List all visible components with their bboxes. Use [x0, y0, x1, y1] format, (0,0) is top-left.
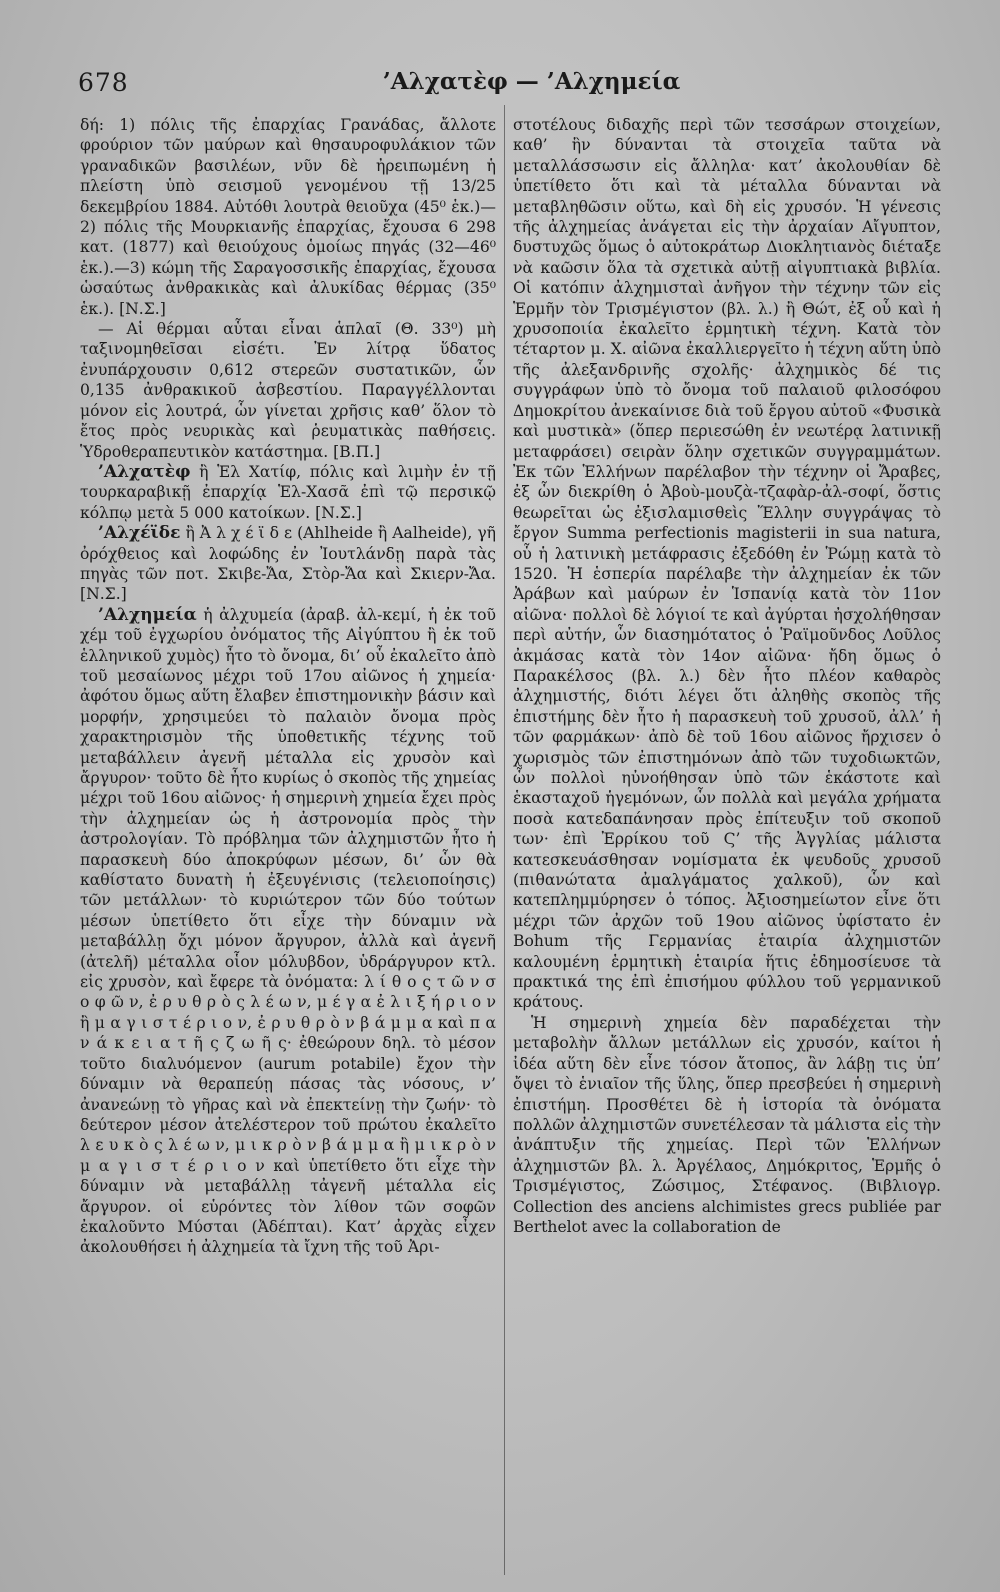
right-column — [513, 115, 941, 1580]
column-divider — [504, 105, 505, 1575]
entry-note: — Αἱ θέρμαι αὗται εἶναι ἁπλαῖ (Θ. 33⁰) μὴ ταξινομηθεῖσαι εἰσέτι. Ἐν λίτρᾳ ὕδατος ἐνυπάρχουσιν 0,612 στερεῶν συστατικῶν, ὧν 0,135 ἀνθρακικοῦ ἀσβεστίου. Παραγγέλλονται μόνον εἰς λουτρά, ὧν γίνεται χρῆσις καθ’ ὅλον τὸ ἔτος πρὸς νευρικὰς καὶ ῥευματικὰς παθήσεις. Ὑδροθεραπευτικὸν κατάστημα. [Β.Π.] — [80, 320, 496, 461]
entry-alchemeia — [80, 605, 496, 1258]
entry-alcheide — [80, 523, 496, 605]
entry-body: ἡ ἀλχυμεία (ἀραβ. ἀλ-κεμί, ἡ ἐκ τοῦ χέμ τοῦ ἐγχωρίου ὀνόματος τῆς Αἰγύπτου ἢ ἐκ τοῦ ἑλληνικοῦ χυμὸς) ἦτο τὸ ὄνομα, δι’ οὗ ἐκαλεῖτο ἀπὸ τοῦ μεσαίωνος μέχρι τοῦ 17ου αἰῶνος ἡ χημεία· ἀφότου ὅμως αὕτη ἔλαβεν ἐπιστημονικὴν βάσιν καὶ μορφήν, χρησιμεύει τὸ παλαιὸν ὄνομα πρὸς χαρακτηρισμὸν τῆς ὑποθετικῆς τέχνης τοῦ μεταβάλλειν ἀγενῆ μέταλλα εἰς χρυσὸν καὶ ἄργυρον· τοῦτο δὲ ἦτο κυρίως ὁ σκοπὸς τῆς χημείας μέχρι τοῦ 16ου αἰῶνος· ἡ σημερινὴ χημεία ἔχει πρὸς τὴν ἀλχημείαν ὡς ἡ ἀστρονομία πρὸς τὴν ἀστρολογίαν. Τὸ πρόβλημα τῶν ἀλχημιστῶν ἦτο ἡ παρασκευὴ δύο ἀποκρύφων μέσων, δι’ ὧν θὰ καθίστατο δυνατὴ ἡ ἐξευγένισις (τελειοποίησις) τῶν μετάλλων· τὸ κυριώτερον τῶν δύο τούτων μέσων ὑπετίθετο ὅτι εἶχε τὴν δύναμιν νὰ μεταβάλλῃ ὄχι μόνον ἄργυρον, ἀλλὰ καὶ ἀγενῆ (ἀτελῆ) μέταλλα οἷον μόλυβδον, ὑδράργυρον κτλ. εἰς χρυσὸν, καὶ ἔφερε τὰ ὀνόματα: λ ί θ ο ς τ ῶ ν σ ο φ ῶ ν, ἐ ρ υ θ ρ ὸ ς λ έ ω ν, μ έ γ α ἐ λ ι ξ ή ρ ι ο ν ἢ μ α γ ι σ τ έ ρ ι ο ν, ἐ ρ υ θ ρ ὸ ν β ά μ μ α καὶ π α ν ά κ ε ι α τ ῆ ς ζ ω ῆ ς· ἐθεώρουν δηλ. τὸ μέσον τοῦτο διαλυόμενον (aurum potabile) ἔχον τὴν δύναμιν νὰ θεραπεύῃ πάσας τὰς νόσους, ν’ ἀνανεώνῃ τὸ γῆρας καὶ νὰ ἐπεκτείνῃ τὴν ζωήν· τὸ δεύτερον μέσον ἀτελέστερον τοῦ πρώτου ἐκαλεῖτο λ ε υ κ ὸ ς λ έ ω ν, μ ι κ ρ ὸ ν β ά μ μ α ἢ μ ι κ ρ ὸ ν μ α γ ι σ τ έ ρ ι ο ν καὶ ὑπετίθετο ὅτι εἶχε τὴν δύναμιν νὰ μεταβάλλῃ τἀγενῆ μέταλλα εἰς ἄργυρον. οἱ εὑρόντες τὸν λίθον τῶν σοφῶν ἐκαλοῦντο Μύσται (Ἀδέπται). Κατ’ ἀρχὰς εἶχεν ἀκολουθήσει ἡ ἀλχημεία τὰ ἴχνη τῆς τοῦ Ἀρι- — [80, 605, 496, 1257]
left-column — [80, 115, 496, 1580]
entry-continuation: δή: 1) πόλις τῆς ἐπαρχίας Γρανάδας, ἄλλοτε φρούριον τῶν μαύρων καὶ θησαυροφυλάκιον τῶν γραναδικῶν βασιλέων, νῦν δὲ ἠρειπωμένη ἡ πλείστη ὑπὸ σεισμοῦ γενομένου τῇ 13/25 δεκεμβρίου 1884. Αὐτόθι λουτρὰ θειοῦχα (45⁰ ἑκ.)—2) πόλις τῆς Μουρκιανῆς ἐπαρχίας, ἔχουσα 6 298 κατ. (1877) καὶ θειούχους ὁμοίως πηγάς (32—46⁰ ἑκ.).—3) κώμη τῆς Σαραγοσσικῆς ἐπαρχίας, ἔχουσα ὡσαύτως ἀνθρακικὰς καὶ ἀλυκίδας θέρμας (35⁰ ἑκ.). [Ν.Σ.] — [80, 116, 496, 318]
running-title: ’Αλχατὲφ — ’Αλχημεία — [382, 68, 681, 95]
entry-body: ἢ Ἑλ Χατίφ, πόλις καὶ λιμὴν ἐν τῇ τουρκαραβικῇ ἐπαρχίᾳ Ἑλ-Χασᾶ ἐπὶ τῷ περσικῷ κόλπῳ μετὰ 5 000 κατοίκων. [Ν.Σ.] — [80, 462, 496, 522]
page-header — [78, 60, 945, 100]
entry-alchatef — [80, 462, 496, 523]
page-number: 678 — [78, 68, 129, 97]
headword: ’Αλχημεία — [98, 604, 197, 625]
headword: ’Αλχατὲφ — [98, 461, 191, 482]
headword: ’Αλχέϊδε — [98, 523, 181, 544]
entry-continuation: στοτέλους διδαχῆς περὶ τῶν τεσσάρων στοιχείων, καθ’ ἣν δύνανται τὰ στοιχεῖα ταῦτα νὰ μεταλλάσσωσιν εἰς ἄλληλα· κατ’ ἀκολουθίαν δὲ ὑπετίθετο ὅτι καὶ τὰ μέταλλα δύνανται νὰ μεταβληθῶσιν οὕτω, καὶ δὴ εἰς χρυσόν. Ἡ γένεσις τῆς ἀλχημείας ἀνάγεται εἰς τὴν ἀρχαίαν Αἴγυπτον, δυστυχῶς ὅμως ὁ αὐτοκράτωρ Διοκλητιανὸς διέταξε νὰ καῶσιν ὅλα τὰ σχετικὰ αὐτῇ αἰγυπτιακὰ βιβλία. Οἱ κατόπιν ἀλχημισταὶ ἀνῆγον τὴν τέχνην τῶν εἰς Ἑρμῆν τὸν Τρισμέγιστον (βλ. λ.) ἢ Θώτ, ἐξ οὗ καὶ ἡ χρυσοποιία ἐκαλεῖτο ἑρμητικὴ τέχνη. Κατὰ τὸν τέταρτον μ. Χ. αἰῶνα ἐκαλλιεργεῖτο ἡ τέχνη αὕτη ὑπὸ τῆς ἀλεξανδρινῆς σχολῆς· ἀλχημικὸς δέ τις συγγράφων ὑπὸ τὸ ὄνομα τοῦ παλαιοῦ φιλοσόφου Δημοκρίτου ἀνεκαίνισε διὰ τοῦ ἔργου αὐτοῦ «Φυσικὰ καὶ μυστικὰ» (ὅπερ περιεσώθη ἐν νεωτέρᾳ λατινικῇ μεταφράσει) σειρὰν ὅλην σχετικῶν συγγραμμάτων. Ἐκ τῶν Ἑλλήνων παρέλαβον τὴν τέχνην οἱ Ἄραβες, ἐξ ὧν διεκρίθη ὁ Ἀβοὺ-μουζὰ-τζαφὰρ-ἀλ-σοφί, ὅστις θεωρεῖται ὡς ἐξισλαμισθεὶς Ἕλλην συγγράψας τὸ ἔργον Summa perfectionis magisterii in sua natura, οὗ ἡ λατινικὴ μετάφρασις ἐξεδόθη ἐν Ῥώμῃ κατὰ τὸ 1520. Ἡ ἑσπερία παρέλαβε τὴν ἀλχημείαν ἐκ τῶν Ἀράβων καὶ μαύρων ἐν Ἱσπανίᾳ κατὰ τὸν 11ον αἰῶνα· πολλοὶ δὲ λόγιοί τε καὶ ἀγύρται ἠσχολήθησαν περὶ αὐτήν, ὧν διασημότατος ὁ Ῥαϊμοῦνδος Λοῦλος ἀκμάσας κατὰ τὸν 14ον αἰῶνα· ἤδη ὅμως ὁ Παρακέλσος (βλ. λ.) δὲν ἦτο πλέον καθαρὸς ἀλχημιστής, διότι λέγει ὅτι ἀληθὴς σκοπὸς τῆς ἐπιστήμης δὲν ἦτο ἡ παρασκευὴ τοῦ χρυσοῦ, ἀλλ’ ἡ τῶν φαρμάκων· ἀπὸ δὲ τοῦ 16ου αἰῶνος ἤρχισεν ὁ χωρισμὸς τῶν ἐπιστημόνων ἀπὸ τῶν τυχοδιωκτῶν, ὧν πολλοὶ ηὐνοήθησαν ὑπὸ τῶν ἑκάστοτε καὶ ἑκασταχοῦ ἡγεμόνων, ὧν πολλὰ καὶ μεγάλα χρήματα ποσὰ κατεδαπάνησαν πρὸς ἐπίτευξιν τοῦ σκοποῦ των· ἐπὶ Ἐρρίκου τοῦ Ϛ’ τῆς Ἀγγλίας μάλιστα κατεσκευάσθησαν νομίσματα ἐκ ψευδοῦς χρυσοῦ (πιθανώτατα ἀμαλγάματος χαλκοῦ), ὧν καὶ κατεπλημμύρησεν ὁ τόπος. Ἀξιοσημείωτον εἶνε ὅτι μέχρι τῶν ἀρχῶν τοῦ 19ου αἰῶνος ὑφίστατο ἐν Bohum τῆς Γερμανίας ἑταιρία ἀλχημιστῶν καλουμένη ἑρμητικὴ ἑταιρία ἥτις ἐδημοσίευσε τὰ πρακτικά της ἐπὶ ἐπισήμου φύλλου τοῦ γερμανικοῦ κράτους. — [513, 116, 941, 1012]
entry-paragraph: Ἡ σημερινὴ χημεία δὲν παραδέχεται τὴν μεταβολὴν ἄλλων μετάλλων εἰς χρυσόν, καίτοι ἡ ἰδέα αὕτη δὲν εἶνε τόσον ἄτοπος, ἂν λάβῃ τις ὑπ’ ὄψει τὸ ἑνιαῖον τῆς ὕλης, ὅπερ πρεσβεύει ἡ σημερινὴ ἐπιστήμη. Προσθέτει δὲ ἡ ἱστορία τὰ ὀνόματα πολλῶν ἀλχημιστῶν συνετέλεσαν τὰ μάλιστα εἰς τὴν ἀνάπτυξιν τῆς χημείας. Περὶ τῶν Ἑλλήνων ἀλχημιστῶν βλ. λ. Ἀργέλαος, Δημόκριτος, Ἑρμῆς ὁ Τρισμέγιστος, Ζώσιμος, Στέφανος. (Βιβλιογρ. Collection des anciens alchimistes grecs publiée par Berthelot avec la collaboration de — [513, 1013, 941, 1236]
entry-body: ἢ Ἀ λ χ έ ϊ δ ε (Ahlheide ἢ Aalheide), γῆ ὀρόχθειος καὶ λοφώδης ἐν Ἰουτλάνδῃ παρὰ τὰς πηγὰς τῶν ποτ. Σκιβε-Ἄα, Στὸρ-Ἄα καὶ Σκιερν-Ἄα. [Ν.Σ.] — [80, 524, 496, 604]
